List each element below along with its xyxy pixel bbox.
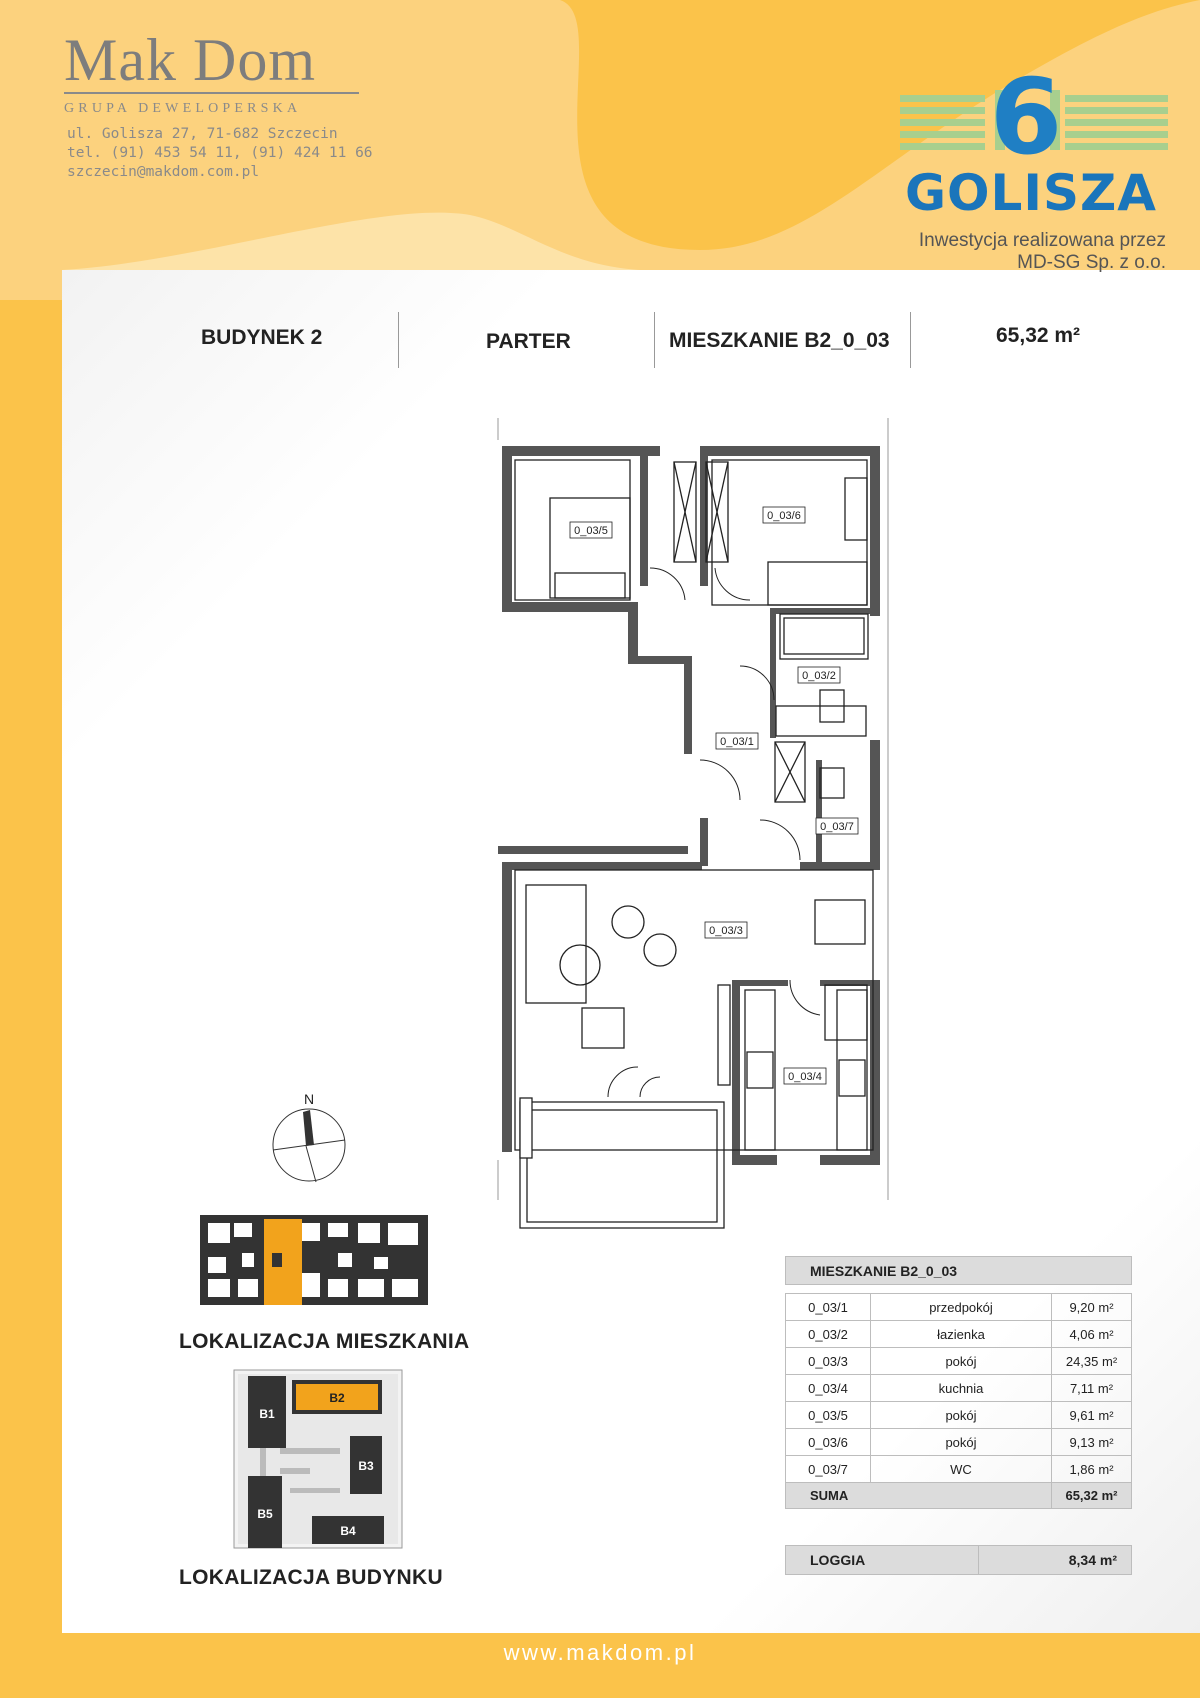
loggia-row: LOGGIA 8,34 m²: [786, 1546, 1132, 1575]
table-header: MIESZKANIE B2_0_03: [786, 1257, 1132, 1285]
room-label-7: 0_03/7: [820, 821, 854, 833]
website-link[interactable]: www.makdom.pl: [503, 1640, 697, 1665]
building-label: BUDYNEK 2: [201, 326, 323, 349]
golisza-name: GOLISZA: [905, 164, 1157, 222]
room-label-3: 0_03/3: [709, 925, 743, 937]
table-row: 0_03/6 pokój 9,13 m²: [786, 1429, 1132, 1456]
makdom-logo: [64, 27, 359, 117]
north-label: N: [304, 1091, 315, 1107]
table-row: 0_03/2 łazienka 4,06 m²: [786, 1321, 1132, 1348]
golisza-six: 6: [989, 56, 1063, 160]
room-area-table: [785, 1256, 1132, 1509]
floor-label: PARTER: [486, 330, 571, 353]
logo-wordmark: Mak Dom: [64, 27, 316, 93]
table-row: 0_03/3 pokój 24,35 m²: [786, 1348, 1132, 1375]
phone: tel. (91) 453 54 11, (91) 424 11 66: [67, 145, 373, 161]
building-location-label: LOKALIZACJA BUDYNKU: [179, 1566, 443, 1589]
room-label-6: 0_03/6: [767, 510, 801, 522]
golisza-logo-graphic: [900, 55, 1168, 160]
building-b4: B4: [340, 1524, 356, 1538]
site-plan-map: [220, 1368, 405, 1558]
divider: [910, 312, 911, 368]
building-b2: B2: [329, 1391, 345, 1405]
building-b3: B3: [358, 1459, 374, 1473]
room-label-1: 0_03/1: [720, 736, 754, 748]
table-row: 0_03/1 przedpokój 9,20 m²: [786, 1294, 1132, 1321]
table-row: 0_03/7 WC 1,86 m²: [786, 1456, 1132, 1483]
contact-block: [67, 125, 373, 182]
table-row: 0_03/4 kuchnia 7,11 m²: [786, 1375, 1132, 1402]
room-label-4: 0_03/4: [788, 1071, 822, 1083]
divider: [654, 312, 655, 368]
email-link[interactable]: szczecin@makdom.com.pl: [67, 164, 260, 180]
investor-note: Inwestycja realizowana przez MD-SG Sp. z o.o.: [918, 230, 1166, 273]
room-label-5: 0_03/5: [574, 525, 608, 537]
table-sum-row: SUMA 65,32 m²: [786, 1483, 1132, 1509]
apartment-location-label: LOKALIZACJA MIESZKANIA: [179, 1330, 470, 1353]
loggia-table: [785, 1545, 1132, 1575]
logo-tagline: GRUPA DEWELOPERSKA: [64, 101, 302, 116]
table-row: 0_03/5 pokój 9,61 m²: [786, 1402, 1132, 1429]
building-b1: B1: [259, 1407, 275, 1421]
room-label-2: 0_03/2: [802, 670, 836, 682]
divider: [398, 312, 399, 368]
apartment-location-map: [198, 1213, 430, 1313]
address: ul. Golisza 27, 71-682 Szczecin: [67, 126, 338, 142]
floor-plan: [480, 415, 900, 1235]
building-b5: B5: [257, 1507, 273, 1521]
apartment-label: MIESZKANIE B2_0_03: [669, 329, 890, 352]
north-arrow: [270, 1090, 360, 1190]
area-label: 65,32 m²: [996, 324, 1081, 347]
